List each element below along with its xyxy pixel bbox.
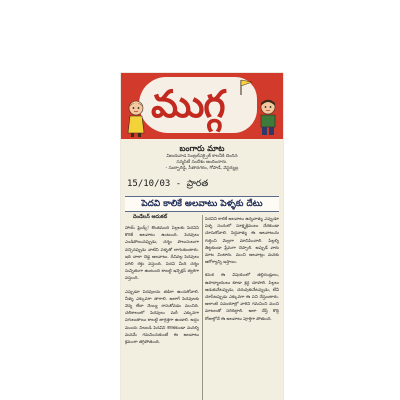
newspaper-clipping — [121, 73, 283, 400]
flag-icon — [239, 79, 253, 95]
masthead-logo: ముగ్గ — [151, 81, 225, 126]
handwritten-date-stamp: 15/10/03 - ప్రారత — [127, 179, 209, 189]
intro-line: విజయవాడ సెంట్రల్‌ఎక్సైజ్ కాలనీకి చెందిన — [166, 154, 238, 159]
paragraph: హాయ్ ఫ్రెండ్స్! కొంతమంది పిల్లలకు పెదవిని కొరికే అలవాటు ఉంటుంది. పెదవులు ఎండిపోయినప్పుడు, చర్మం పొలుసులుగా వచ్చినప్పుడు వాటిని పళ్ళతో లాగుతుంటారు. ఇది చాలా చెడ్డ అలవాటు. దీనివల్ల పెదవులు పగిలి రక్తం వస్తుంది. పెదవి మీది చర్మం సున్నితంగా ఉంటుంది కాబట్టి ఇన్ఫెక్షన్ త్వరగా వస్తుంది. — [125, 225, 199, 281]
intro-line: సన్మసిటీ సందేశం అందించారు. — [176, 160, 228, 165]
section-title: బంగారు మాట — [179, 144, 225, 153]
paragraph: పెదవిని కాలికే అలవాటు ఉన్నవాళ్ళు ఎప్పుడూ పళ్ళ సందులో సూక్ష్మక్రిములు చేరకుండా చూసుకోవాలి. పెద్దవాళ్ళు ఈ అలవాటును గుర్తించి మెల్లగా మానిపించాలి. పిల్లల్ని తిట్టకుండా ప్రేమగా చెప్పాలి. అప్పుడే వారు మాట వింటారు. మంచి అలవాట్లు మనకు ఆరోగ్యాన్ని ఇస్తాయి. — [205, 216, 279, 265]
article-headline: పెదవి కాలికే అలవాటు పెళ్ళకు దేటు — [125, 196, 279, 212]
boy-cartoon-icon — [257, 97, 279, 137]
article-column-right — [205, 215, 279, 400]
section-header — [121, 143, 283, 172]
paragraph: కనుక ఈ విషయంలో తల్లిదండ్రులు, ఉపాధ్యాయులు కూడా శ్రద్ధ చూపాలి. పిల్లలు ఆడుకునేటప్పుడు, చదువుకునేటప్పుడు, టీవీ చూసేటప్పుడు ఎక్కువగా ఈ పని చేస్తుంటారు. అలాంటి సమయాల్లో వారిని గమనించి మంచి మాటలతో సరిదిద్దాలి. అలా చేస్తే కొద్ది రోజుల్లోనే ఈ అలవాటు పూర్తిగా పోతుంది. — [205, 272, 279, 321]
paragraph: ఎప్పుడూ పెదవులను తడిగా ఉంచుకోవాలి. నీళ్ళు ఎక్కువగా తాగాలి. అలాగే పెదవులకు వెన్న లేదా నెయ్యి రాసుకోవడం మంచిది. చలికాలంలో పెదవులు మరీ ఎక్కువగా పగులుతాయి కాబట్టి జాగ్రత్తగా ఉండాలి. అద్దం ముందు నిలబడి పెదవిని కొరకకుండా మనల్ని మనమే గమనించుకుంటే ఈ అలవాటు క్రమంగా తగ్గిపోతుంది. — [125, 288, 199, 345]
column-divider — [202, 215, 203, 400]
article-column-left — [125, 224, 199, 400]
masthead — [121, 73, 283, 139]
intro-line: - సుబ్బారెడ్డి, సీతానగరం, గోపాడే, వెస్టర్నుబ్ర — [165, 166, 239, 171]
girl-cartoon-icon — [125, 99, 147, 137]
article-byline: దెండేలన్ ఆదుకట్ — [133, 214, 168, 220]
